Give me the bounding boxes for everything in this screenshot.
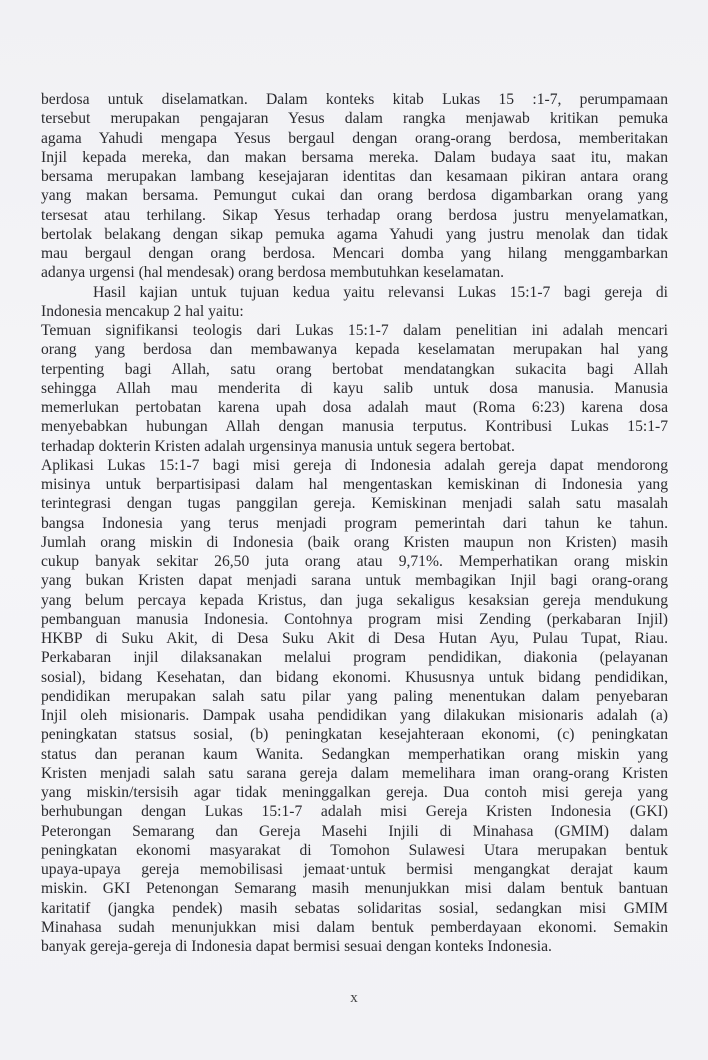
text-line: berhubungan dengan Lukas 15:1-7 adalah misi Gereja Kristen Indonesia (GKI) [41, 803, 668, 821]
text-line: sehingga Allah mau menderita di kayu salib untuk dosa manusia. Manusia [41, 379, 668, 397]
paragraph [41, 283, 668, 322]
text-line: Injil oleh misionaris. Dampak usaha pendidikan yang dilakukan misionaris adalah (a) [41, 707, 668, 724]
text-line: terpenting bagi Allah, satu orang bertobat mendatangkan sukacita bagi Allah [41, 360, 668, 378]
text-line: pendidikan merupakan salah satu pilar yang paling menentukan dalam penyebaran [41, 687, 668, 705]
text-line: adanya urgensi (hal mendesak) orang berdosa membutuhkan keselamatan. [41, 264, 505, 282]
text-line: tersebut merupakan pengajaran Yesus dalam rangka menjawab kritikan pemuka [41, 110, 668, 128]
text-line: yang bukan Kristen dapat menjadi sarana untuk membagikan Injil bagi orang-orang [41, 572, 668, 590]
text-line: Minahasa sudah menunjukkan misi dalam bentuk pemberdayaan ekonomi. Semakin [41, 918, 668, 936]
text-line: pembanguan manusia Indonesia. Contohnya program misi Zending (perkabaran Injil) [41, 610, 668, 628]
text-line: Temuan signifikansi teologis dari Lukas 15:1-7 dalam penelitian ini adalah mencari [41, 322, 668, 339]
text-line: yang miskin/tersisih agar tidak meninggalkan gereja. Dua contoh misi gereja yang [41, 784, 668, 801]
text-line: yang belum percaya kepada Kristus, dan juga sekaligus kesaksian gereja mendukung [41, 591, 668, 609]
text-line: Injil kepada mereka, dan makan bersama mereka. Dalam budaya saat itu, makan [41, 148, 668, 166]
paragraph [41, 321, 668, 456]
text-line: bertolak belakang dengan sikap pemuka agama Yahudi yang justru menolak dan tidak [41, 225, 668, 243]
text-line: banyak gereja-gereja di Indonesia dapat bermisi sesuai dengan konteks Indonesia. [41, 938, 552, 955]
text-line: terintegrasi dengan tugas panggilan gereja. Kemiskinan menjadi salah satu masalah [41, 495, 668, 513]
text-line: bangsa Indonesia yang terus menjadi program pemerintah dari tahun ke tahun. [41, 514, 668, 532]
text-line: misinya untuk berpartisipasi dalam hal mengentaskan kemiskinan di Indonesia yang [41, 476, 668, 493]
text-line: Hasil kajian untuk tujuan kedua yaitu relevansi Lukas 15:1-7 bagi gereja di [93, 283, 668, 301]
text-line: yang makan bersama. Pemungut cukai dan orang berdosa digambarkan orang yang [41, 187, 668, 205]
text-line: Perkabaran injil dilaksanakan melalui program pendidikan, diakonia (pelayanan [41, 649, 668, 667]
text-line: upaya-upaya gereja memobilisasi jemaat·untuk bermisi mengangkat derajat kaum [41, 861, 668, 878]
text-line: cukup banyak sekitar 26,50 juta orang atau 9,71%. Memperhatikan orang miskin [41, 553, 668, 570]
text-line: Kristen menjadi salah satu sarana gereja dalam memelihara iman orang-orang Kristen [41, 764, 668, 782]
text-line: karitatif (jangka pendek) masih sebatas solidaritas sosial, sedangkan misi GMIM [41, 899, 668, 917]
text-line: peningkatan ekonomi masyarakat di Tomohon Sulawesi Utara merupakan bentuk [41, 841, 668, 859]
paragraph [41, 90, 668, 283]
text-line: sosial), bidang Kesehatan, dan bidang ekonomi. Khususnya untuk bidang pendidikan, [41, 668, 668, 686]
paragraph [41, 456, 668, 957]
text-line: Peterongan Semarang dan Gereja Masehi Injili di Minahasa (GMIM) dalam [41, 822, 668, 840]
text-line: peningkatan statsus sosial, (b) peningkatan kesejahteraan ekonomi, (c) peningkatan [41, 726, 668, 744]
page-number: x [350, 990, 358, 1006]
text-line: mau bergaul dengan orang berdosa. Mencari domba yang hilang menggambarkan [41, 245, 668, 262]
text-line: Indonesia mencakup 2 hal yaitu: [41, 302, 244, 320]
text-line: berdosa untuk diselamatkan. Dalam konteks kitab Lukas 15 :1-7, perumpamaan [41, 91, 668, 108]
text-line: terhadap dokterin Kristen adalah urgensinya manusia untuk segera bertobat. [41, 437, 515, 455]
text-line: orang yang berdosa dan membawanya kepada keselamatan merupakan hal yang [41, 341, 668, 359]
text-line: status dan peranan kaum Wanita. Sedangkan memperhatikan orang miskin yang [41, 745, 668, 763]
text-line: Aplikasi Lukas 15:1-7 bagi misi gereja di Indonesia adalah gereja dapat mendorong [41, 456, 668, 474]
text-line: Jumlah orang miskin di Indonesia (baik orang Kristen maupun non Kristen) masih [41, 533, 668, 551]
text-line: memerlukan pertobatan karena upah dosa adalah maut (Roma 6:23) karena dosa [41, 399, 668, 416]
text-line: menyebabkan hubungan Allah dengan manusia terputus. Kontribusi Lukas 15:1-7 [41, 418, 668, 436]
text-line: HKBP di Suku Akit, di Desa Suku Akit di Desa Hutan Ayu, Pulau Tupat, Riau. [41, 630, 668, 647]
text-line: miskin. GKI Petenongan Semarang masih menunjukkan misi dalam bentuk bantuan [41, 880, 668, 898]
text-line: agama Yahudi mengapa Yesus bergaul dengan orang-orang berdosa, memberitakan [41, 129, 668, 147]
text-line: bersama merupakan lambang kesejajaran identitas dan kesamaan pikiran antara orang [41, 168, 668, 185]
body-text [41, 90, 668, 956]
text-line: tersesat atau terhilang. Sikap Yesus terhadap orang berdosa justru menyelamatkan, [41, 206, 668, 224]
